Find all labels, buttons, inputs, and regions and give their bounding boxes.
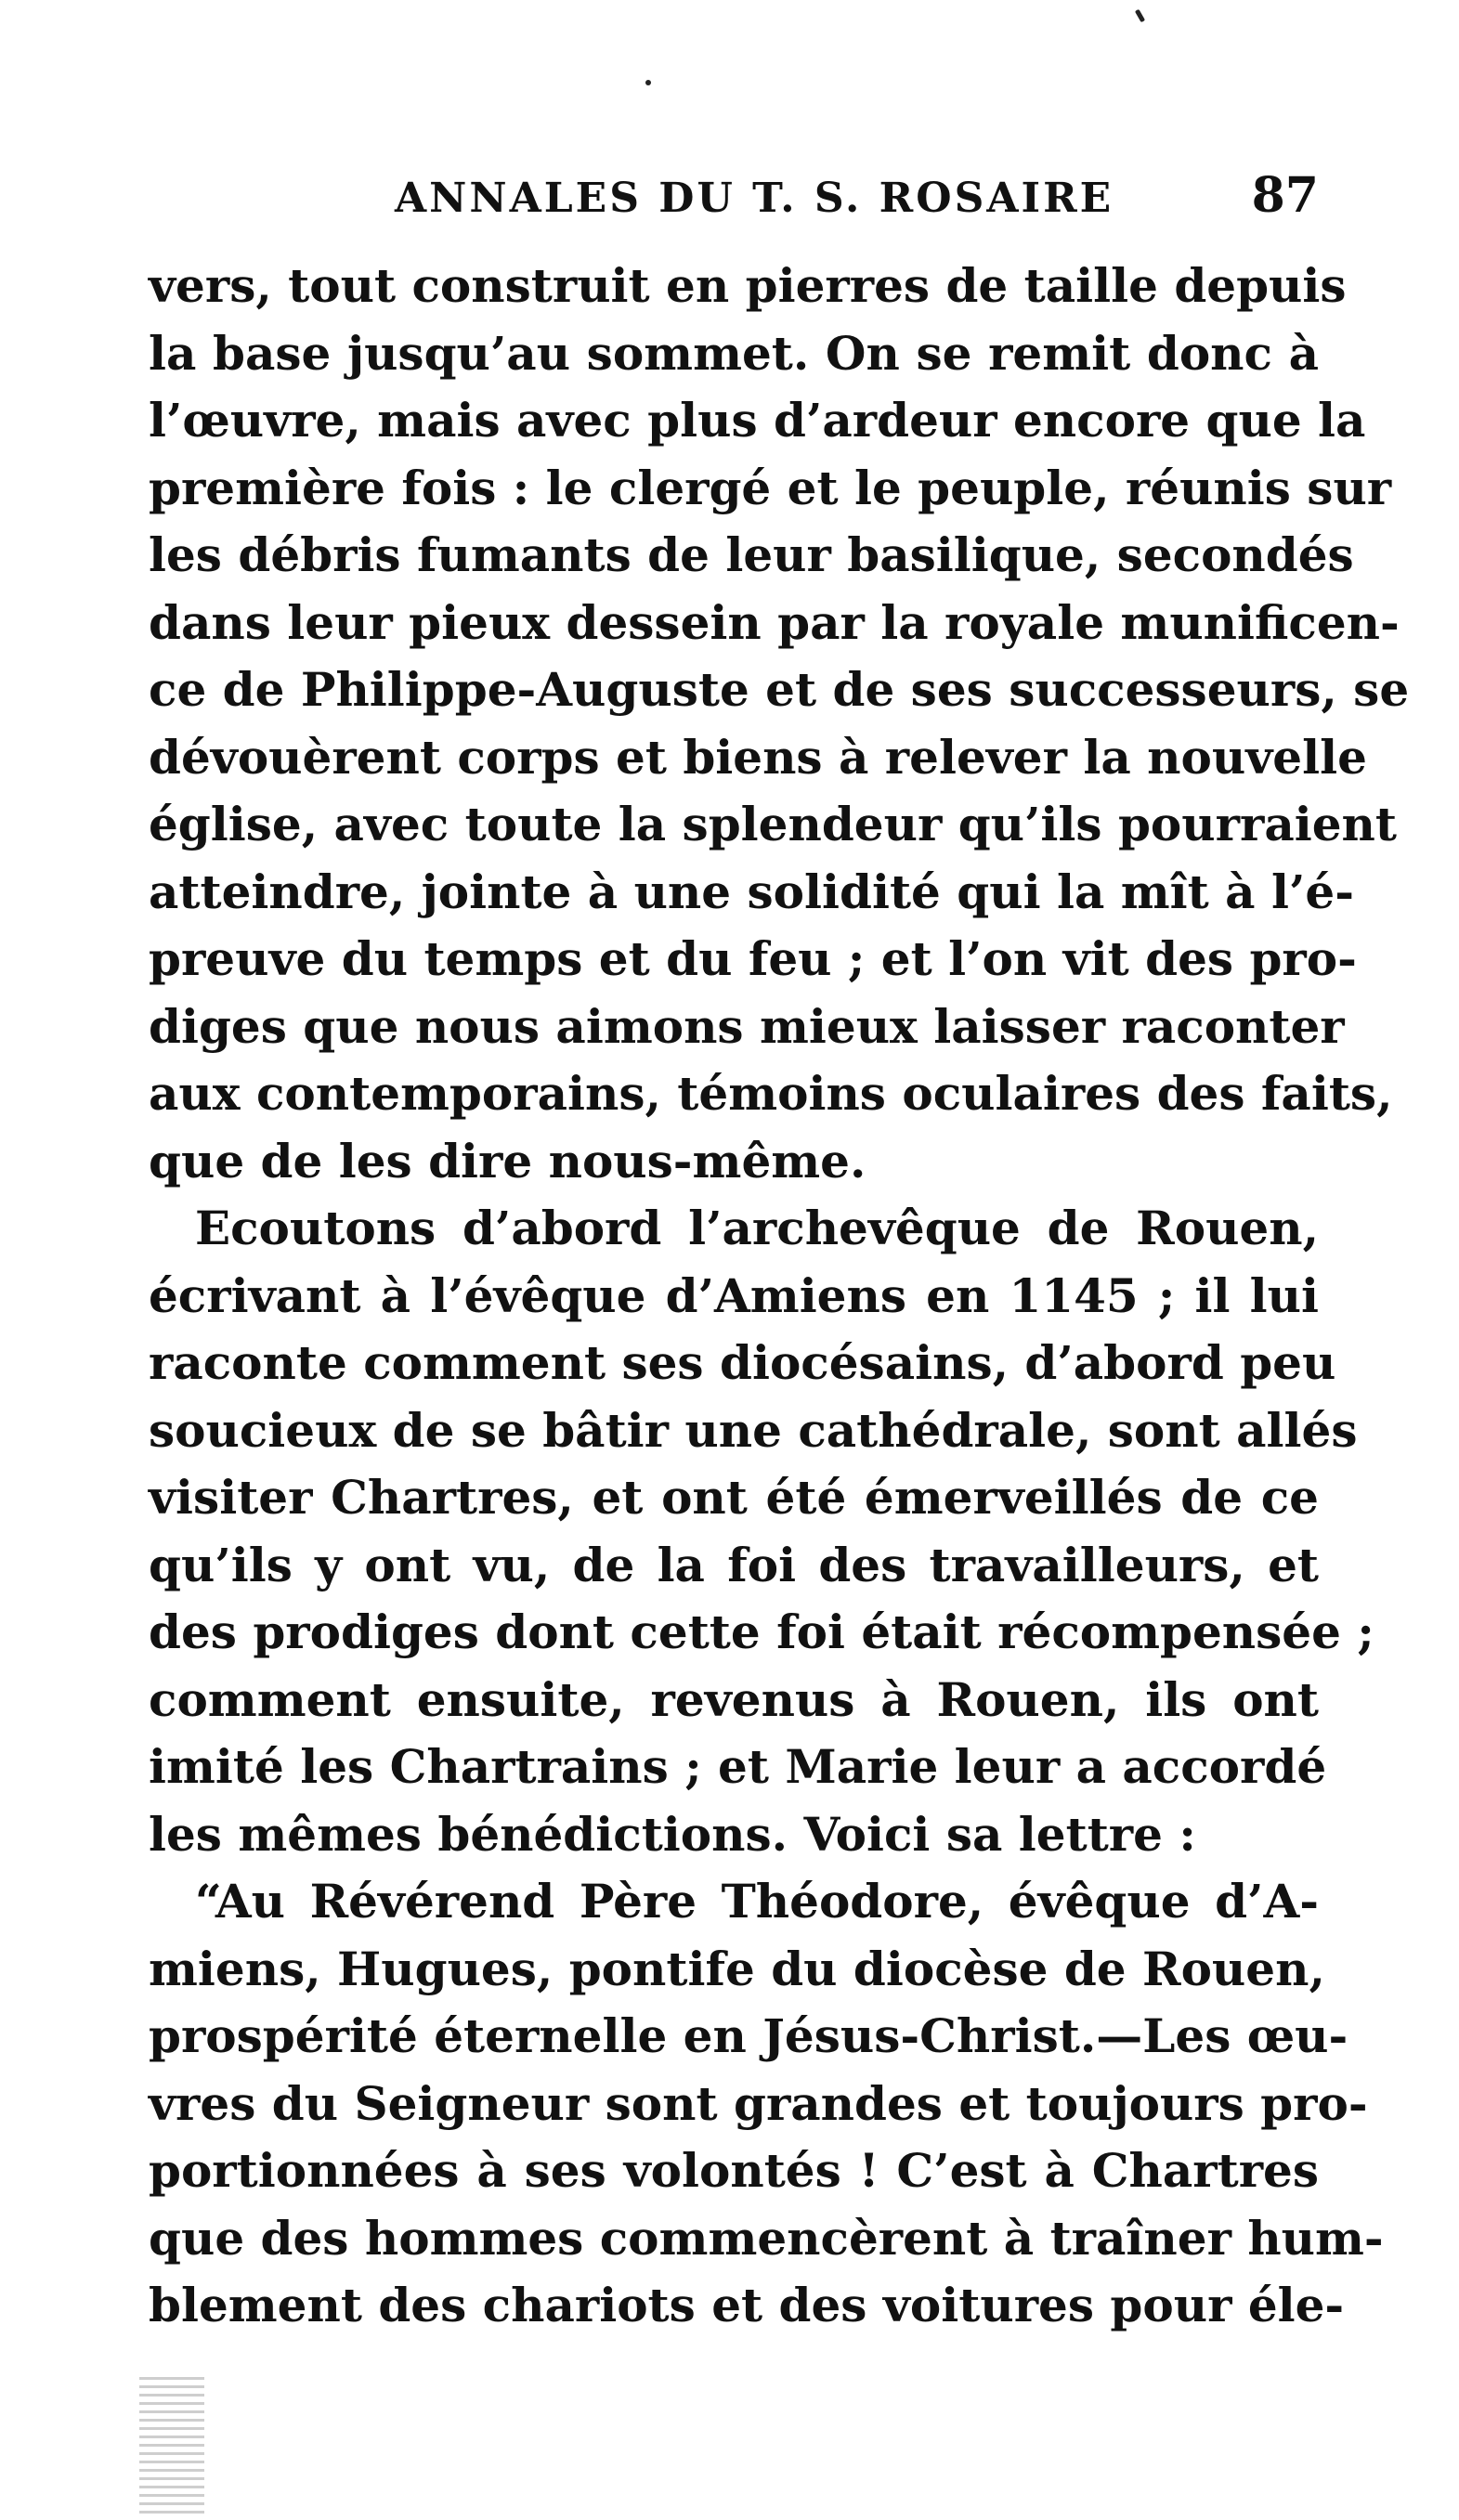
text-line: prospérité éternelle en Jésus-Christ.—Les œu- xyxy=(149,2008,1348,2063)
text-line: atteindre, jointe à une solidité qui la mît à l’é- xyxy=(149,864,1354,919)
text-line: vers, tout construit en pierres de taille depuis xyxy=(149,258,1347,313)
scan-speck xyxy=(1135,9,1145,23)
page-header xyxy=(149,167,1319,232)
text-line: comment ensuite, revenus à Rouen, ils ont xyxy=(149,1671,1319,1727)
text-line: les débris fumants de leur basilique, secondés xyxy=(149,527,1354,582)
text-line: l’œuvre, mais avec plus d’ardeur encore que la xyxy=(149,393,1366,448)
text-line: qu’ils y ont vu, de la foi des travailleurs, et xyxy=(149,1537,1319,1592)
text-line: soucieux de se bâtir une cathédrale, sont allés xyxy=(149,1402,1358,1458)
text-line: église, avec toute la splendeur qu’ils pourraient xyxy=(149,797,1397,851)
text-line: écrivant à l’évêque d’Amiens en 1145 ; il lui xyxy=(149,1267,1319,1323)
text-line: dévouèrent corps et biens à relever la nouvelle xyxy=(149,729,1367,785)
text-line: portionnées à ses volontés ! C’est à Chartres xyxy=(149,2143,1319,2198)
text-line: les mêmes bénédictions. Voici sa lettre : xyxy=(149,1806,1196,1862)
text-line: Ecoutons d’abord l’archevêque de Rouen, xyxy=(195,1201,1319,1255)
text-line: dans leur pieux dessein par la royale munificen- xyxy=(149,594,1400,650)
text-line: “Au Révérend Père Théodore, évêque d’A- xyxy=(195,1874,1319,1929)
text-line: aux contemporains, témoins oculaires des faits, xyxy=(149,1066,1393,1121)
text-line: que de les dire nous-même. xyxy=(149,1133,866,1189)
text-line: visiter Chartres, et ont été émerveillés de ce xyxy=(149,1470,1319,1525)
scan-noise xyxy=(139,2377,204,2516)
text-line: première fois : le clergé et le peuple, réunis sur xyxy=(149,460,1392,515)
text-line: vres du Seigneur sont grandes et toujours pro- xyxy=(149,2075,1368,2131)
text-line: que des hommes commencèrent à traîner hum- xyxy=(149,2210,1384,2266)
page-number: 87 xyxy=(1251,167,1319,224)
text-line: la base jusqu’au sommet. On se remit donc à xyxy=(149,325,1319,381)
text-line: des prodiges dont cette foi était récompensée ; xyxy=(149,1604,1374,1659)
text-line: ce de Philippe-Auguste et de ses successeurs, se xyxy=(149,662,1410,717)
body-text xyxy=(149,253,1410,2340)
text-line: diges que nous aimons mieux laisser raconter xyxy=(149,998,1345,1054)
scan-speck xyxy=(645,80,651,85)
text-line: imité les Chartrains ; et Marie leur a accordé xyxy=(149,1739,1327,1794)
running-title: ANNALES DU T. S. ROSAIRE xyxy=(395,175,1114,222)
text-line: raconte comment ses diocésains, d’abord peu xyxy=(149,1335,1336,1390)
text-line: blement des chariots et des voitures pour éle- xyxy=(149,2278,1345,2332)
text-line: preuve du temps et du feu ; et l’on vit des pro- xyxy=(149,931,1357,986)
text-line: miens, Hugues, pontife du diocèse de Rouen, xyxy=(149,1941,1325,1996)
